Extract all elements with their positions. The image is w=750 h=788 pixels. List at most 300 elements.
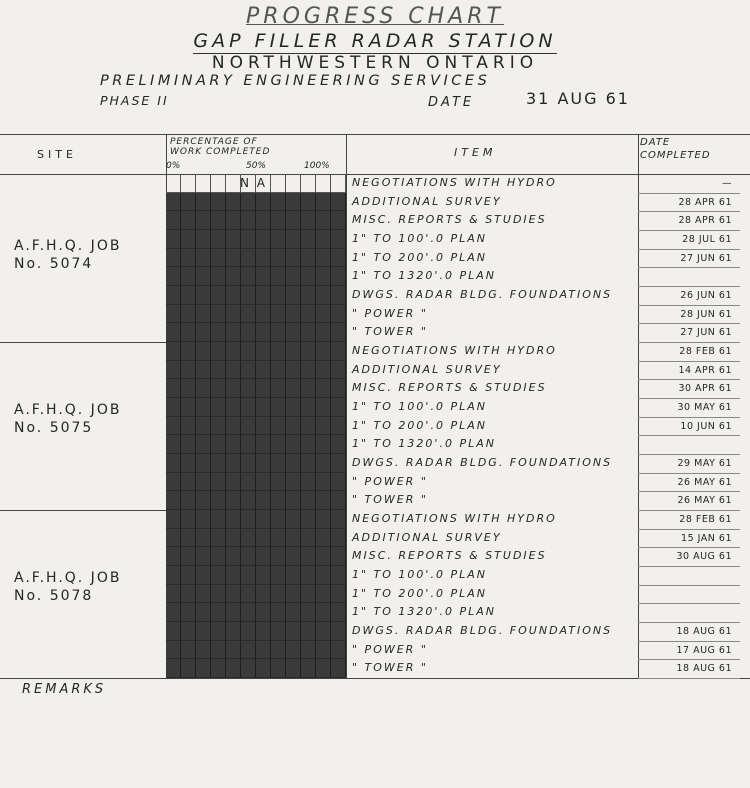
progress-cell bbox=[166, 323, 181, 342]
progress-cell bbox=[226, 230, 241, 249]
progress-cell bbox=[166, 622, 181, 641]
item-label: 1" TO 200'.0 PLAN bbox=[352, 250, 487, 264]
progress-cell bbox=[301, 286, 316, 305]
progress-cell bbox=[301, 603, 316, 622]
progress-cell bbox=[301, 529, 316, 548]
progress-cell bbox=[196, 342, 211, 361]
progress-cell bbox=[316, 342, 331, 361]
item-label: 1" TO 200'.0 PLAN bbox=[352, 418, 487, 432]
progress-cell bbox=[181, 473, 196, 492]
item-label: MISC. REPORTS & STUDIES bbox=[352, 381, 547, 395]
completion-date: 28 JUL 61 bbox=[682, 234, 732, 245]
item-label: 1" TO 1320'.0 PLAN bbox=[352, 605, 496, 619]
progress-cell bbox=[316, 510, 331, 529]
job-label-line2: No. 5074 bbox=[14, 256, 94, 272]
progress-cell bbox=[316, 641, 331, 660]
progress-cell bbox=[331, 361, 346, 380]
progress-cell bbox=[226, 585, 241, 604]
progress-cell bbox=[211, 491, 226, 510]
progress-cell bbox=[256, 305, 271, 324]
progress-cell bbox=[166, 473, 181, 492]
progress-cell bbox=[241, 585, 256, 604]
progress-cell bbox=[166, 529, 181, 548]
date-cell-rule bbox=[638, 435, 740, 436]
progress-cell bbox=[301, 211, 316, 230]
progress-cell bbox=[181, 454, 196, 473]
progress-cell bbox=[256, 398, 271, 417]
progress-cell bbox=[256, 435, 271, 454]
progress-cell bbox=[196, 566, 211, 585]
remarks-label: REMARKS bbox=[22, 682, 107, 697]
progress-cell bbox=[211, 510, 226, 529]
progress-cell bbox=[286, 323, 301, 342]
progress-cell bbox=[226, 491, 241, 510]
date-cell-rule bbox=[638, 585, 740, 586]
progress-cell bbox=[286, 417, 301, 436]
progress-cell bbox=[271, 379, 286, 398]
progress-cell bbox=[181, 529, 196, 548]
progress-cell bbox=[166, 417, 181, 436]
services-heading: PRELIMINARY ENGINEERING SERVICES bbox=[100, 73, 491, 89]
item-label: ADDITIONAL SURVEY bbox=[352, 194, 502, 208]
progress-cell bbox=[331, 529, 346, 548]
progress-cell bbox=[211, 174, 226, 193]
progress-cell bbox=[271, 435, 286, 454]
progress-cell bbox=[331, 230, 346, 249]
progress-cell bbox=[211, 193, 226, 212]
progress-cell bbox=[181, 510, 196, 529]
progress-cell bbox=[181, 417, 196, 436]
progress-cell bbox=[211, 454, 226, 473]
progress-cell bbox=[211, 417, 226, 436]
progress-cell bbox=[286, 174, 301, 193]
progress-cell bbox=[256, 659, 271, 678]
progress-cell bbox=[256, 473, 271, 492]
completion-date: 18 AUG 61 bbox=[676, 626, 732, 638]
progress-cell bbox=[196, 249, 211, 268]
progress-cell bbox=[166, 342, 181, 361]
progress-cell bbox=[196, 230, 211, 249]
progress-cell bbox=[271, 361, 286, 380]
progress-cell bbox=[241, 622, 256, 641]
progress-cell bbox=[226, 398, 241, 417]
progress-cell bbox=[316, 547, 331, 566]
progress-cell bbox=[196, 417, 211, 436]
progress-cell bbox=[301, 417, 316, 436]
progress-cell bbox=[331, 547, 346, 566]
date-cell-rule bbox=[638, 342, 740, 343]
completion-date: 18 AUG 61 bbox=[676, 663, 732, 675]
completion-date: 26 JUN 61 bbox=[680, 290, 732, 302]
progress-cell bbox=[226, 622, 241, 641]
progress-cell bbox=[211, 622, 226, 641]
item-label: NEGOTIATIONS WITH HYDRO bbox=[352, 176, 557, 189]
progress-cell bbox=[331, 267, 346, 286]
progress-cell bbox=[181, 323, 196, 342]
progress-cell bbox=[241, 435, 256, 454]
progress-cell bbox=[316, 566, 331, 585]
progress-cell bbox=[301, 622, 316, 641]
item-label: " TOWER " bbox=[352, 493, 428, 507]
date-cell-rule bbox=[638, 379, 740, 380]
progress-cell bbox=[196, 491, 211, 510]
item-label: DWGS. RADAR BLDG. FOUNDATIONS bbox=[352, 288, 613, 302]
progress-cell bbox=[181, 491, 196, 510]
item-label: MISC. REPORTS & STUDIES bbox=[352, 213, 547, 227]
completion-date: 27 JUN 61 bbox=[680, 327, 732, 339]
progress-cell bbox=[316, 473, 331, 492]
item-label: 1" TO 100'.0 PLAN bbox=[352, 400, 487, 414]
completion-date: 26 MAY 61 bbox=[677, 476, 732, 488]
progress-cell bbox=[271, 267, 286, 286]
progress-cell bbox=[301, 454, 316, 473]
progress-cell bbox=[166, 211, 181, 230]
progress-cell bbox=[286, 454, 301, 473]
progress-cell bbox=[241, 379, 256, 398]
progress-cell bbox=[226, 286, 241, 305]
progress-cell bbox=[271, 342, 286, 361]
progress-cell bbox=[331, 305, 346, 324]
job-label-line1: A.F.H.Q. JOB bbox=[14, 238, 122, 254]
progress-cell bbox=[331, 211, 346, 230]
progress-cell bbox=[331, 323, 346, 342]
completion-date: 27 JUN 61 bbox=[680, 252, 732, 264]
job-label-line2: No. 5078 bbox=[14, 588, 94, 604]
progress-cell bbox=[256, 211, 271, 230]
progress-cell bbox=[331, 641, 346, 660]
progress-cell bbox=[256, 342, 271, 361]
progress-bar-grid bbox=[166, 174, 346, 678]
progress-cell bbox=[196, 267, 211, 286]
progress-cell bbox=[331, 566, 346, 585]
scale-50: 50% bbox=[246, 161, 267, 171]
progress-cell bbox=[286, 211, 301, 230]
progress-cell bbox=[256, 249, 271, 268]
date-cell-rule bbox=[638, 211, 740, 212]
date-header-line2: COMPLETED bbox=[640, 150, 711, 161]
progress-cell bbox=[226, 529, 241, 548]
progress-cell bbox=[271, 249, 286, 268]
progress-cell bbox=[226, 193, 241, 212]
progress-cell bbox=[166, 641, 181, 660]
progress-cell bbox=[166, 305, 181, 324]
completion-date: 30 APR 61 bbox=[678, 383, 732, 395]
job-label-line1: A.F.H.Q. JOB bbox=[14, 402, 122, 418]
progress-cell bbox=[241, 529, 256, 548]
progress-cell bbox=[316, 211, 331, 230]
progress-cell bbox=[256, 491, 271, 510]
progress-cell bbox=[226, 249, 241, 268]
progress-cell bbox=[286, 510, 301, 529]
progress-cell bbox=[226, 174, 241, 193]
progress-cell bbox=[211, 230, 226, 249]
item-label: MISC. REPORTS & STUDIES bbox=[352, 549, 547, 563]
date-cell-rule bbox=[638, 529, 740, 530]
date-cell-rule bbox=[638, 398, 740, 399]
progress-cell bbox=[166, 454, 181, 473]
progress-cell bbox=[166, 361, 181, 380]
progress-cell bbox=[196, 622, 211, 641]
progress-cell bbox=[241, 454, 256, 473]
item-label: DWGS. RADAR BLDG. FOUNDATIONS bbox=[352, 456, 613, 470]
date-cell-rule bbox=[638, 473, 740, 474]
completion-date: 15 JAN 61 bbox=[681, 532, 732, 544]
date-label: DATE bbox=[428, 95, 475, 110]
progress-cell bbox=[331, 491, 346, 510]
progress-cell bbox=[196, 361, 211, 380]
progress-cell bbox=[286, 659, 301, 678]
progress-cell bbox=[286, 491, 301, 510]
progress-cell bbox=[181, 603, 196, 622]
progress-cell bbox=[331, 585, 346, 604]
progress-cell bbox=[181, 193, 196, 212]
item-label: NEGOTIATIONS WITH HYDRO bbox=[352, 344, 557, 358]
progress-cell bbox=[226, 267, 241, 286]
completion-date: 26 MAY 61 bbox=[677, 495, 732, 507]
progress-cell bbox=[286, 641, 301, 660]
progress-cell bbox=[226, 454, 241, 473]
progress-cell bbox=[181, 379, 196, 398]
item-label: ADDITIONAL SURVEY bbox=[352, 362, 502, 376]
progress-cell bbox=[241, 211, 256, 230]
progress-cell bbox=[196, 603, 211, 622]
progress-cell bbox=[301, 174, 316, 193]
progress-cell bbox=[316, 286, 331, 305]
progress-cell bbox=[196, 529, 211, 548]
progress-cell bbox=[286, 435, 301, 454]
progress-cell bbox=[331, 454, 346, 473]
progress-cell bbox=[181, 547, 196, 566]
progress-cell bbox=[166, 230, 181, 249]
progress-cell bbox=[271, 585, 286, 604]
percentage-column-header bbox=[170, 137, 270, 157]
progress-cell bbox=[271, 491, 286, 510]
progress-cell bbox=[166, 603, 181, 622]
item-label: 1" TO 100'.0 PLAN bbox=[352, 232, 487, 245]
item-label: 1" TO 100'.0 PLAN bbox=[352, 568, 487, 582]
progress-cell bbox=[271, 398, 286, 417]
item-label: " TOWER " bbox=[352, 661, 428, 675]
progress-cell bbox=[211, 342, 226, 361]
progress-cell bbox=[301, 641, 316, 660]
date-cell-rule bbox=[638, 193, 740, 194]
date-cell-rule bbox=[638, 641, 740, 642]
item-label: NEGOTIATIONS WITH HYDRO bbox=[352, 512, 557, 526]
progress-cell bbox=[301, 249, 316, 268]
job-label bbox=[14, 401, 121, 437]
progress-cell bbox=[181, 267, 196, 286]
progress-cell bbox=[226, 547, 241, 566]
progress-cell bbox=[316, 193, 331, 212]
progress-cell bbox=[331, 193, 346, 212]
progress-cell bbox=[226, 379, 241, 398]
completion-date: 29 MAY 61 bbox=[677, 458, 732, 470]
progress-cell bbox=[301, 547, 316, 566]
progress-cell bbox=[226, 211, 241, 230]
progress-cell bbox=[211, 473, 226, 492]
progress-cell bbox=[331, 398, 346, 417]
progress-cell bbox=[166, 286, 181, 305]
progress-cell bbox=[256, 379, 271, 398]
item-label: " TOWER " bbox=[352, 325, 428, 339]
progress-cell bbox=[271, 566, 286, 585]
completion-date: 28 APR 61 bbox=[678, 196, 732, 208]
completion-date: 30 MAY 61 bbox=[677, 402, 732, 414]
progress-cell bbox=[241, 193, 256, 212]
date-cell-rule bbox=[638, 230, 740, 231]
progress-cell bbox=[181, 641, 196, 660]
progress-cell bbox=[241, 323, 256, 342]
progress-cell bbox=[196, 435, 211, 454]
completion-date: 10 JUN 61 bbox=[680, 420, 732, 432]
progress-cell bbox=[241, 267, 256, 286]
progress-cell bbox=[331, 249, 346, 268]
progress-cell bbox=[226, 641, 241, 660]
progress-cell bbox=[286, 547, 301, 566]
progress-cell bbox=[241, 342, 256, 361]
date-cell-rule bbox=[638, 305, 740, 306]
progress-cell bbox=[316, 659, 331, 678]
progress-cell bbox=[196, 659, 211, 678]
date-cell-rule bbox=[638, 361, 740, 362]
not-applicable-mark: N A bbox=[240, 176, 267, 190]
progress-cell bbox=[226, 305, 241, 324]
progress-cell bbox=[241, 249, 256, 268]
progress-cell bbox=[166, 566, 181, 585]
progress-cell bbox=[211, 361, 226, 380]
progress-cell bbox=[181, 174, 196, 193]
progress-cell bbox=[211, 305, 226, 324]
progress-cell bbox=[241, 230, 256, 249]
progress-cell bbox=[316, 267, 331, 286]
scale-100: 100% bbox=[304, 161, 330, 171]
progress-cell bbox=[271, 622, 286, 641]
progress-cell bbox=[226, 659, 241, 678]
progress-cell bbox=[196, 585, 211, 604]
completion-date: 28 JUN 61 bbox=[680, 308, 732, 320]
progress-cell bbox=[211, 267, 226, 286]
progress-cell bbox=[271, 230, 286, 249]
progress-cell bbox=[226, 361, 241, 380]
job-label bbox=[14, 237, 121, 273]
item-label: 1" TO 1320'.0 PLAN bbox=[352, 269, 496, 283]
progress-cell bbox=[286, 622, 301, 641]
progress-cell bbox=[301, 510, 316, 529]
progress-cell bbox=[316, 305, 331, 324]
item-column-rule bbox=[638, 134, 639, 679]
date-value: 31 AUG 61 bbox=[526, 89, 630, 108]
progress-cell bbox=[271, 305, 286, 324]
progress-cell bbox=[286, 398, 301, 417]
completion-date: 28 FEB 61 bbox=[679, 514, 732, 526]
progress-cell bbox=[256, 547, 271, 566]
progress-cell bbox=[301, 659, 316, 678]
progress-cell bbox=[166, 379, 181, 398]
progress-cell bbox=[256, 603, 271, 622]
progress-cell bbox=[226, 323, 241, 342]
progress-cell bbox=[331, 286, 346, 305]
progress-cell bbox=[241, 305, 256, 324]
progress-cell bbox=[286, 286, 301, 305]
progress-cell bbox=[256, 361, 271, 380]
progress-cell bbox=[166, 585, 181, 604]
progress-cell bbox=[316, 435, 331, 454]
item-label: 1" TO 200'.0 PLAN bbox=[352, 586, 487, 600]
progress-cell bbox=[316, 230, 331, 249]
progress-cell bbox=[181, 398, 196, 417]
progress-cell bbox=[181, 659, 196, 678]
progress-cell bbox=[181, 230, 196, 249]
progress-cell bbox=[166, 491, 181, 510]
progress-cell bbox=[241, 641, 256, 660]
progress-cell bbox=[286, 230, 301, 249]
progress-cell bbox=[166, 547, 181, 566]
date-cell-rule bbox=[638, 491, 740, 492]
job-label-line1: A.F.H.Q. JOB bbox=[14, 570, 122, 586]
progress-cell bbox=[331, 510, 346, 529]
progress-cell bbox=[301, 491, 316, 510]
progress-cell bbox=[241, 417, 256, 436]
progress-cell bbox=[286, 342, 301, 361]
progress-cell bbox=[316, 249, 331, 268]
date-header-line1: DATE bbox=[640, 137, 671, 148]
progress-cell bbox=[331, 603, 346, 622]
progress-cell bbox=[211, 641, 226, 660]
progress-cell bbox=[286, 585, 301, 604]
progress-cell bbox=[196, 398, 211, 417]
progress-cell bbox=[211, 249, 226, 268]
progress-cell bbox=[166, 267, 181, 286]
progress-cell bbox=[286, 267, 301, 286]
progress-cell bbox=[211, 566, 226, 585]
item-label: ADDITIONAL SURVEY bbox=[352, 530, 502, 544]
progress-cell bbox=[196, 174, 211, 193]
progress-cell bbox=[316, 622, 331, 641]
progress-cell bbox=[271, 659, 286, 678]
progress-cell bbox=[271, 473, 286, 492]
progress-cell bbox=[256, 641, 271, 660]
progress-cell bbox=[226, 510, 241, 529]
progress-cell bbox=[301, 398, 316, 417]
item-label: 1" TO 1320'.0 PLAN bbox=[352, 437, 496, 451]
progress-cell bbox=[241, 398, 256, 417]
item-label: " POWER " bbox=[352, 306, 428, 320]
progress-cell bbox=[196, 323, 211, 342]
progress-cell bbox=[181, 566, 196, 585]
date-cell-rule bbox=[638, 454, 740, 455]
progress-cell bbox=[271, 454, 286, 473]
date-cell-rule bbox=[638, 603, 740, 604]
progress-cell bbox=[256, 454, 271, 473]
progress-cell bbox=[181, 361, 196, 380]
progress-cell bbox=[211, 529, 226, 548]
progress-cell bbox=[271, 174, 286, 193]
progress-cell bbox=[211, 435, 226, 454]
progress-cell bbox=[196, 547, 211, 566]
progress-cell bbox=[316, 417, 331, 436]
progress-cell bbox=[331, 659, 346, 678]
progress-cell bbox=[256, 417, 271, 436]
progress-cell bbox=[331, 473, 346, 492]
progress-cell bbox=[316, 323, 331, 342]
progress-cell bbox=[241, 603, 256, 622]
progress-cell bbox=[316, 491, 331, 510]
progress-cell bbox=[196, 641, 211, 660]
progress-cell bbox=[286, 473, 301, 492]
progress-cell bbox=[271, 417, 286, 436]
progress-cell bbox=[166, 435, 181, 454]
progress-cell bbox=[181, 305, 196, 324]
